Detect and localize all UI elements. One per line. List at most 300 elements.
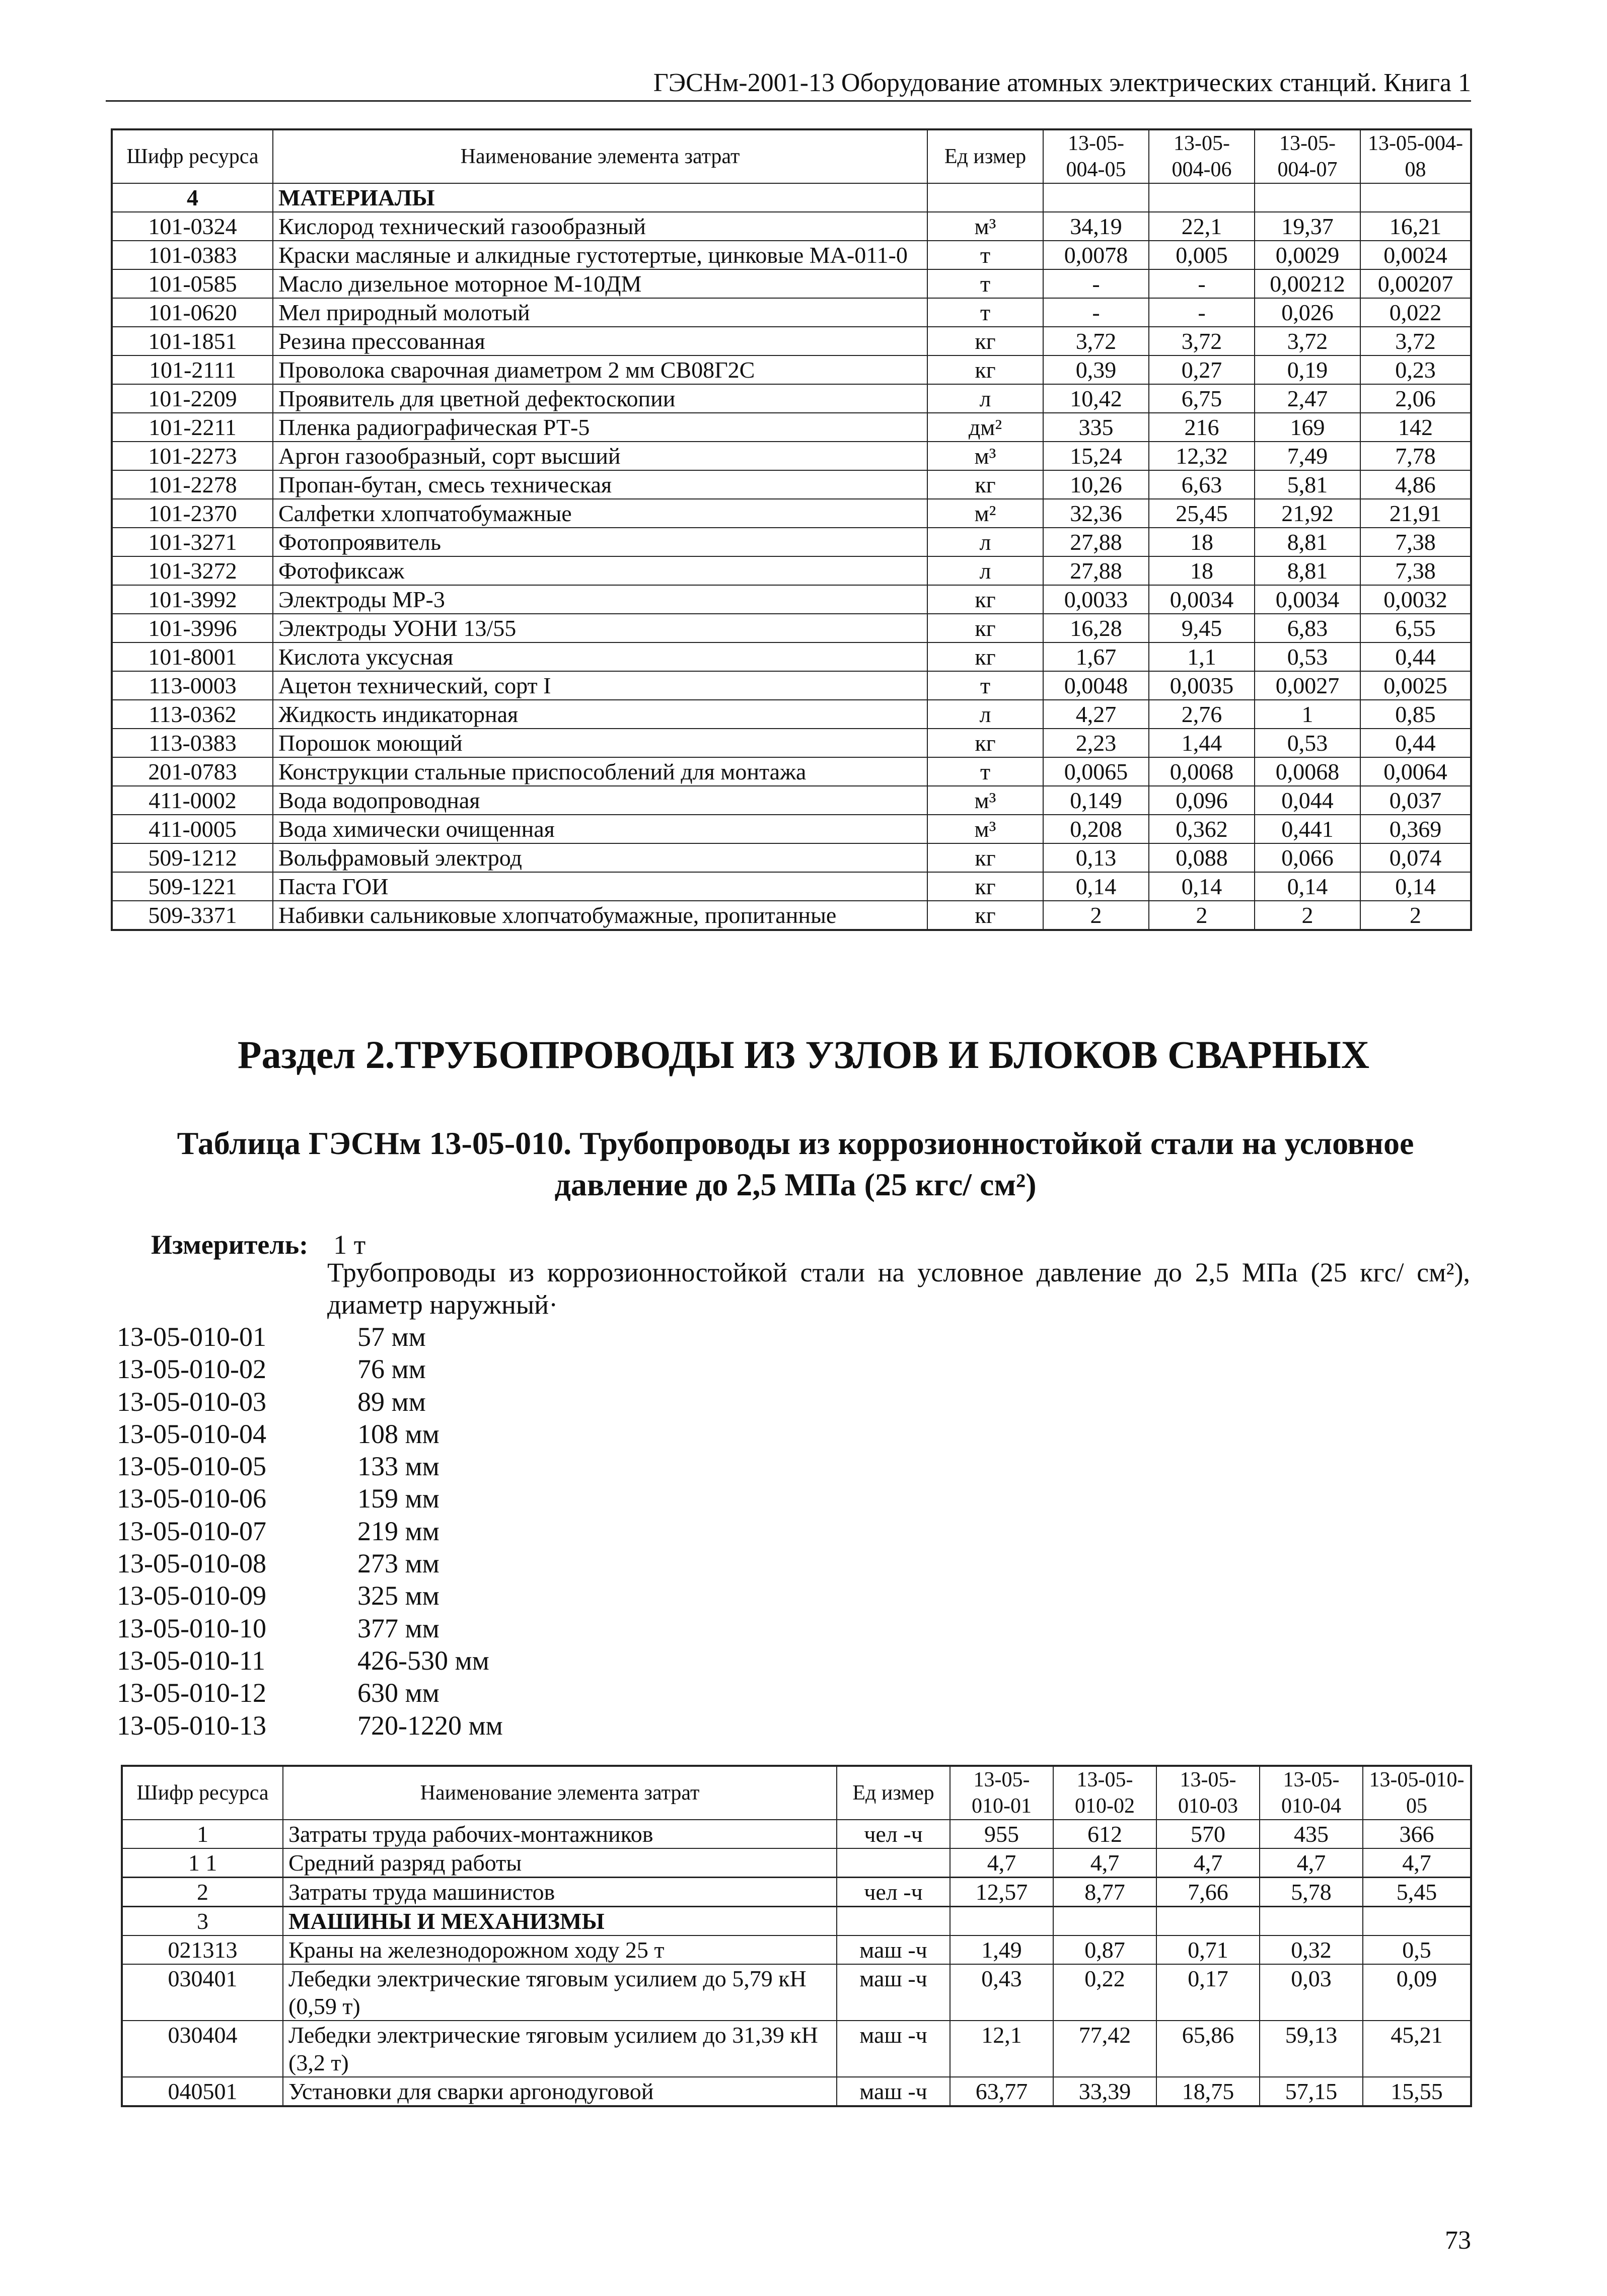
table-row [112,556,1471,585]
norm-value: 0,0064 [1360,757,1471,786]
resource-name: Электроды МР-3 [273,585,927,614]
norm-code: 13-05-010-12 [117,1678,266,1708]
norm-code: 13-05-010-05 [117,1451,266,1482]
norm-value: 0,14 [1255,872,1360,901]
norm-value: 16,21 [1360,212,1471,241]
section-name: МАШИНЫ И МЕХАНИЗМЫ [283,1907,837,1936]
list-item [117,1321,503,1353]
pipe-diameter: 108 мм [357,1418,440,1449]
norm-value: 7,38 [1360,528,1471,556]
col-header-unit: Ед измер [927,129,1043,183]
norm-value: 4,7 [950,1848,1053,1878]
norm-value: 27,88 [1043,556,1149,585]
norm-value: 4,7 [1156,1848,1260,1878]
norm-value: 0,23 [1360,355,1471,384]
resource-name: Краны на железнодорожном ходу 25 т [283,1935,837,1964]
norm-value: 8,81 [1255,528,1360,556]
list-item [117,1612,503,1644]
list-item [117,1515,503,1547]
list-item [117,1482,503,1515]
section-name: МАТЕРИАЛЫ [273,183,927,212]
unit: кг [927,729,1043,757]
col-header-norm-3: 13-05-010-03 [1156,1766,1260,1820]
resource-name: Вольфрамовый электрод [273,843,927,872]
pipe-diameter: 89 мм [357,1386,426,1417]
col-header-norm-4: 13-05-010-04 [1260,1766,1363,1820]
unit: л [927,384,1043,413]
resource-name: Жидкость индикаторная [273,700,927,729]
table-title-line-1: Таблица ГЭСНм 13-05-010. Трубопроводы из коррозионностойкой стали на условное [177,1125,1414,1161]
resource-name: Аргон газообразный, сорт высший [273,442,927,470]
list-item [117,1450,503,1482]
resource-name: Резина прессованная [273,327,927,355]
resource-name: Паста ГОИ [273,872,927,901]
resource-code: 101-3992 [112,585,273,614]
resource-code: 101-2370 [112,499,273,528]
norm-value: 0,0033 [1043,585,1149,614]
norm-value: 3,72 [1255,327,1360,355]
resource-code: 101-2273 [112,442,273,470]
norm-value: 2,23 [1043,729,1149,757]
unit: л [927,700,1043,729]
unit: кг [927,872,1043,901]
resource-name: Фотопроявитель [273,528,927,556]
unit: кг [927,327,1043,355]
norm-code: 13-05-010-11 [117,1645,265,1676]
resource-code: 101-0585 [112,269,273,298]
norm-value: 2 [1360,901,1471,930]
norm-value: 9,45 [1149,614,1255,642]
norm-code: 13-05-010-13 [117,1710,266,1741]
norm-value: - [1149,269,1255,298]
resource-name: Фотофиксаж [273,556,927,585]
norm-value: 27,88 [1043,528,1149,556]
resource-name: Затраты труда машинистов [283,1878,837,1907]
unit: чел -ч [837,1820,950,1848]
empty-cell [1363,1907,1471,1936]
norm-value: 612 [1053,1820,1156,1848]
resource-name: Ацетон технический, сорт I [273,671,927,700]
resource-name: Порошок моющий [273,729,927,757]
norm-value: 0,0048 [1043,671,1149,700]
section-code: 3 [122,1907,283,1936]
resource-code: 101-3271 [112,528,273,556]
pipe-diameter: 377 мм [357,1613,440,1643]
list-item [117,1386,503,1418]
norm-value: 63,77 [950,2077,1053,2106]
norm-value: 1,67 [1043,642,1149,671]
norm-value: 12,32 [1149,442,1255,470]
norm-value: 0,066 [1255,843,1360,872]
section-row [122,1907,1471,1936]
unit: дм² [927,413,1043,442]
norm-value: 4,7 [1053,1848,1156,1878]
list-item [117,1709,503,1742]
norm-value: 16,28 [1043,614,1149,642]
empty-cell [1260,1907,1363,1936]
norm-value: 0,0024 [1360,241,1471,269]
table-title-line-2: давление до 2,5 МПа (25 кгс/ см²) [554,1167,1037,1202]
resource-code: 1 [122,1820,283,1848]
resource-code: 411-0002 [112,786,273,815]
table-row [122,1964,1471,2021]
unit: л [927,528,1043,556]
norm-value: 33,39 [1053,2077,1156,2106]
norm-value: 0,13 [1043,843,1149,872]
norm-code: 13-05-010-06 [117,1483,266,1514]
norm-value: 0,85 [1360,700,1471,729]
col-header-code: Шифр ресурса [122,1766,283,1820]
materials-table [111,128,1472,931]
resource-name: Вода химически очищенная [273,815,927,843]
table-row [112,298,1471,327]
section-row [112,183,1471,212]
resource-name: Затраты труда рабочих-монтажников [283,1820,837,1848]
resource-code: 411-0005 [112,815,273,843]
norm-value: 0,43 [950,1964,1053,2021]
table-row [112,901,1471,930]
unit: маш -ч [837,2077,950,2106]
resource-name: Средний разряд работы [283,1848,837,1878]
norm-value: 45,21 [1363,2021,1471,2077]
col-header-norm-1: 13-05-010-01 [950,1766,1053,1820]
table-row [112,384,1471,413]
code-list [117,1321,503,1742]
norm-value: 0,0068 [1149,757,1255,786]
unit: кг [927,355,1043,384]
norm-value: 0,44 [1360,729,1471,757]
norm-value: 0,39 [1043,355,1149,384]
resource-code: 201-0783 [112,757,273,786]
resource-code: 030404 [122,2021,283,2077]
norm-value: 0,44 [1360,642,1471,671]
labor-machines-table [121,1765,1472,2107]
resource-code: 101-8001 [112,642,273,671]
norm-value: 0,005 [1149,241,1255,269]
col-header-norm-1: 13-05-004-05 [1043,129,1149,183]
norm-value: 4,86 [1360,470,1471,499]
col-header-norm-5: 13-05-010-05 [1363,1766,1471,1820]
resource-name: Проволока сварочная диаметром 2 мм СВ08Г2С [273,355,927,384]
pipe-diameter: 219 мм [357,1516,440,1546]
pipe-diameter: 76 мм [357,1354,426,1385]
empty-cell [837,1907,950,1936]
resource-name: Вода водопроводная [273,786,927,815]
resource-name: Кислород технический газообразный [273,212,927,241]
norm-code: 13-05-010-01 [117,1322,266,1352]
resource-name: Краски масляные и алкидные густотертые, цинковые МА-011-0 [273,241,927,269]
list-item [117,1580,503,1612]
table-row [112,700,1471,729]
table-row [112,442,1471,470]
norm-code: 13-05-010-02 [117,1354,266,1385]
resource-name: Мел природный молотый [273,298,927,327]
col-header-norm-3: 13-05-004-07 [1255,129,1360,183]
norm-value: 0,53 [1255,642,1360,671]
norm-value: 0,441 [1255,815,1360,843]
unit: т [927,757,1043,786]
norm-value: 7,38 [1360,556,1471,585]
norm-value: 0,0068 [1255,757,1360,786]
norm-value: 142 [1360,413,1471,442]
resource-code: 101-0383 [112,241,273,269]
norm-value: 0,5 [1363,1935,1471,1964]
unit: кг [927,642,1043,671]
norm-value: 18,75 [1156,2077,1260,2106]
resource-name: Пленка радиографическая РТ-5 [273,413,927,442]
col-header-name: Наименование элемента затрат [283,1766,837,1820]
resource-name: Конструкции стальные приспособлений для монтажа [273,757,927,786]
norm-value: 216 [1149,413,1255,442]
norm-value: - [1043,298,1149,327]
norm-value: 3,72 [1149,327,1255,355]
table-row [112,528,1471,556]
meter-label: Измеритель: [151,1230,309,1260]
pipe-diameter: 57 мм [357,1322,426,1352]
resource-code: 113-0003 [112,671,273,700]
norm-code: 13-05-010-03 [117,1386,266,1417]
pipe-diameter: 720-1220 мм [357,1710,503,1741]
resource-code: 030401 [122,1964,283,2021]
norm-value: 15,55 [1363,2077,1471,2106]
col-header-name: Наименование элемента затрат [273,129,927,183]
norm-value: 0,00207 [1360,269,1471,298]
empty-cell [1156,1907,1260,1936]
norm-value: 10,42 [1043,384,1149,413]
page-number: 73 [1445,2226,1471,2255]
unit: т [927,241,1043,269]
norm-value: 3,72 [1360,327,1471,355]
norm-value: 0,14 [1043,872,1149,901]
norm-value: - [1149,298,1255,327]
norm-value: 3,72 [1043,327,1149,355]
unit: м³ [927,442,1043,470]
list-item [117,1353,503,1385]
empty-cell [1053,1907,1156,1936]
section-code: 4 [112,183,273,212]
norm-value: 6,83 [1255,614,1360,642]
norm-value: 0,088 [1149,843,1255,872]
norm-value: 10,26 [1043,470,1149,499]
table-row [122,2077,1471,2106]
pipe-diameter: 273 мм [357,1548,440,1579]
norm-value: 0,0078 [1043,241,1149,269]
norm-value: 2 [1043,901,1149,930]
resource-code: 509-1221 [112,872,273,901]
unit: т [927,671,1043,700]
norm-value: 8,77 [1053,1878,1156,1907]
table-row [112,499,1471,528]
norm-code: 13-05-010-08 [117,1548,266,1579]
unit: кг [927,901,1043,930]
section-title: Раздел 2.ТРУБОПРОВОДЫ ИЗ УЗЛОВ И БЛОКОВ СВАРНЫХ [237,1033,1370,1077]
norm-value: 0,03 [1260,1964,1363,2021]
col-header-norm-4: 13-05-004-08 [1360,129,1471,183]
norm-value: 0,22 [1053,1964,1156,2021]
unit: м³ [927,786,1043,815]
table-row [112,671,1471,700]
norm-code: 13-05-010-10 [117,1613,266,1643]
norm-value: 15,24 [1043,442,1149,470]
table-row [112,872,1471,901]
meter-value: 1 т [333,1230,366,1260]
resource-name: Электроды УОНИ 13/55 [273,614,927,642]
norm-value: 0,09 [1363,1964,1471,2021]
resource-code: 101-0620 [112,298,273,327]
table-row [112,757,1471,786]
norm-value: 570 [1156,1820,1260,1848]
resource-name: Масло дизельное моторное М-10ДМ [273,269,927,298]
unit: маш -ч [837,1935,950,1964]
resource-code: 021313 [122,1935,283,1964]
norm-code: 13-05-010-07 [117,1516,266,1546]
norm-value: 5,81 [1255,470,1360,499]
norm-value: 6,75 [1149,384,1255,413]
pipe-diameter: 159 мм [357,1483,440,1514]
table-header-row [122,1766,1471,1820]
norm-value: 4,7 [1260,1848,1363,1878]
norm-value: 18 [1149,556,1255,585]
table-row [112,585,1471,614]
norm-value: 0,00212 [1255,269,1360,298]
col-header-unit: Ед измер [837,1766,950,1820]
resource-code: 101-2111 [112,355,273,384]
unit: кг [927,843,1043,872]
norm-value: 1,49 [950,1935,1053,1964]
table-header-row [112,129,1471,183]
unit: маш -ч [837,2021,950,2077]
norm-value: 0,0025 [1360,671,1471,700]
norm-value: 6,63 [1149,470,1255,499]
resource-code: 101-3272 [112,556,273,585]
resource-code: 101-3996 [112,614,273,642]
norm-value: 0,17 [1156,1964,1260,2021]
unit: л [927,556,1043,585]
norm-value: 7,78 [1360,442,1471,470]
norm-value: 0,0032 [1360,585,1471,614]
norm-value: 0,87 [1053,1935,1156,1964]
unit: маш -ч [837,1964,950,2021]
pipe-diameter: 133 мм [357,1451,440,1482]
norm-value: 25,45 [1149,499,1255,528]
table-row [112,327,1471,355]
norm-value: 1 [1255,700,1360,729]
pipe-diameter: 426-530 мм [357,1645,489,1676]
resource-code: 040501 [122,2077,283,2106]
resource-code: 101-0324 [112,212,273,241]
table-row [122,1935,1471,1964]
norm-value: 0,208 [1043,815,1149,843]
table-row [112,843,1471,872]
norm-value: 2 [1255,901,1360,930]
norm-value: 955 [950,1820,1053,1848]
list-item [117,1547,503,1580]
table-row [112,355,1471,384]
norm-value: 0,71 [1156,1935,1260,1964]
col-header-code: Шифр ресурса [112,129,273,183]
norm-code: 13-05-010-04 [117,1418,266,1449]
table-row [112,786,1471,815]
resource-name: Салфетки хлопчатобумажные [273,499,927,528]
norm-value: - [1043,269,1149,298]
list-item [117,1418,503,1450]
empty-cell [950,1907,1053,1936]
norm-value: 5,45 [1363,1878,1471,1907]
list-item [117,1677,503,1709]
norm-value: 0,0065 [1043,757,1149,786]
norm-value: 12,57 [950,1878,1053,1907]
norm-value: 335 [1043,413,1149,442]
resource-code: 509-3371 [112,901,273,930]
norm-value: 22,1 [1149,212,1255,241]
table-row [112,815,1471,843]
norm-value: 65,86 [1156,2021,1260,2077]
norm-value: 0,14 [1360,872,1471,901]
norm-value: 2,47 [1255,384,1360,413]
resource-name: Пропан-бутан, смесь техническая [273,470,927,499]
resource-name: Установки для сварки аргонодуговой [283,2077,837,2106]
norm-value: 4,7 [1363,1848,1471,1878]
norm-value: 59,13 [1260,2021,1363,2077]
table-title [111,1123,1480,1205]
unit: кг [927,470,1043,499]
resource-code: 113-0383 [112,729,273,757]
unit: чел -ч [837,1878,950,1907]
norm-value: 8,81 [1255,556,1360,585]
resource-name: Лебедки электрические тяговым усилием до 31,39 кН (3,2 т) [283,2021,837,2077]
norm-value: 0,32 [1260,1935,1363,1964]
norm-value: 21,92 [1255,499,1360,528]
resource-name: Кислота уксусная [273,642,927,671]
norm-value: 0,0034 [1149,585,1255,614]
norm-value: 2 [1149,901,1255,930]
norm-value: 18 [1149,528,1255,556]
resource-code: 113-0362 [112,700,273,729]
norm-value: 0,0027 [1255,671,1360,700]
description: Трубопроводы из коррозионностойкой стали на условное давление до 2,5 МПа (25 кгс/ см²), диаметр наружный· [327,1257,1470,1320]
pipe-diameter: 325 мм [357,1581,440,1611]
table-row [112,269,1471,298]
pipe-diameter: 630 мм [357,1678,440,1708]
unit: м² [927,499,1043,528]
norm-value: 4,27 [1043,700,1149,729]
norm-value: 0,026 [1255,298,1360,327]
norm-value: 0,0034 [1255,585,1360,614]
norm-value: 0,0035 [1149,671,1255,700]
unit: т [927,298,1043,327]
resource-code: 2 [122,1878,283,1907]
resource-name: Набивки сальниковые хлопчатобумажные, пропитанные [273,901,927,930]
norm-value: 0,53 [1255,729,1360,757]
table-row [112,470,1471,499]
norm-value: 2,06 [1360,384,1471,413]
norm-value: 32,36 [1043,499,1149,528]
norm-value: 19,37 [1255,212,1360,241]
norm-value: 21,91 [1360,499,1471,528]
resource-code: 101-2211 [112,413,273,442]
table-row [112,212,1471,241]
table-row [122,1820,1471,1848]
table-row [122,2021,1471,2077]
norm-value: 0,0029 [1255,241,1360,269]
unit: кг [927,585,1043,614]
norm-value: 0,27 [1149,355,1255,384]
table-row [112,642,1471,671]
norm-value: 5,78 [1260,1878,1363,1907]
norm-code: 13-05-010-09 [117,1581,266,1611]
norm-value: 57,15 [1260,2077,1363,2106]
norm-value: 6,55 [1360,614,1471,642]
